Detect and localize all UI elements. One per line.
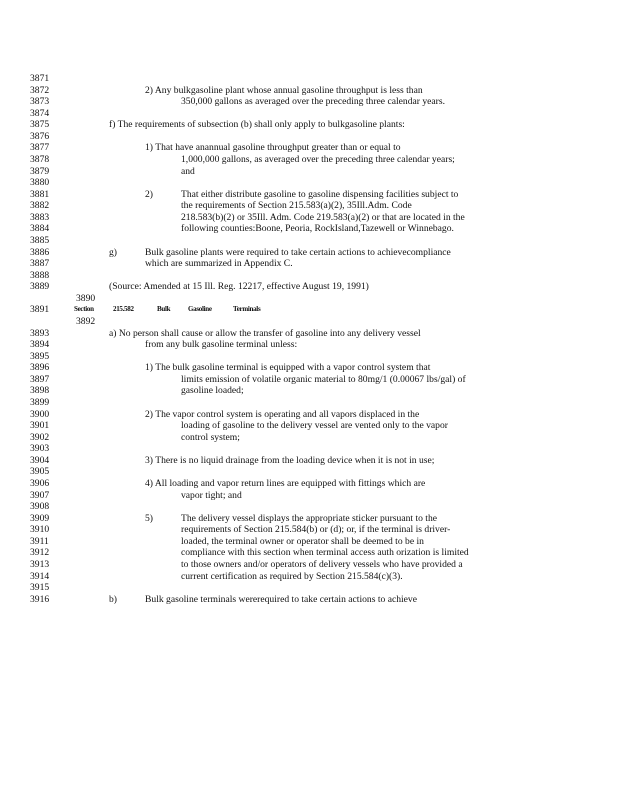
section-heading-w3: Terminals [233, 305, 261, 314]
line-number: 3872 [30, 84, 50, 96]
line-number: 3873 [30, 96, 50, 108]
line-number: 3879 [30, 165, 50, 177]
line-number: 3896 [30, 362, 50, 374]
line-number: 3884 [30, 223, 50, 235]
line-number: 3893 [30, 327, 50, 339]
line-number: 3898 [30, 385, 50, 397]
line-number: 3900 [30, 408, 50, 420]
text-line [30, 559, 590, 571]
line-number: 3905 [30, 466, 50, 478]
text-line [30, 223, 590, 235]
line-number: 3897 [30, 373, 50, 385]
line-number: 3876 [30, 130, 50, 142]
line-number: 3891 [30, 304, 50, 316]
line-number: 3910 [30, 524, 50, 536]
line-number: 3874 [30, 107, 50, 119]
line-text: 350,000 gallons as averaged over the preceding three calendar years. [181, 96, 445, 108]
text-line [30, 85, 590, 97]
text-line [30, 328, 590, 340]
text-line [30, 478, 590, 490]
text-line [30, 594, 590, 606]
line-text: 1) The bulk gasoline terminal is equipped with a vapor control system that [145, 362, 431, 374]
text-line [30, 189, 590, 201]
text-line [30, 96, 590, 108]
text-line [30, 420, 590, 432]
line-number: 3911 [30, 535, 49, 547]
text-line [30, 432, 590, 444]
line-text: loading of gasoline to the delivery vessel are vented only to the vapor [181, 420, 448, 432]
line-text: to those owners and/or operators of delivery vessels who have provided a [181, 558, 463, 570]
line-number: 3906 [30, 477, 50, 489]
text-line [30, 536, 590, 548]
line-text: Bulk gasoline terminals wererequired to take certain actions to achieve [145, 593, 417, 605]
text-line [30, 339, 590, 351]
line-text: b) [109, 593, 117, 605]
text-line [30, 316, 590, 328]
line-number: 3909 [30, 512, 50, 524]
line-text: f) The requirements of subsection (b) shall only apply to bulkgasoline plants: [109, 119, 405, 131]
line-text: 1) That have anannual gasoline throughput greater than or equal to [145, 142, 401, 154]
text-line [30, 443, 590, 455]
text-line [30, 258, 590, 270]
text-line [30, 293, 590, 305]
line-number: 3904 [30, 454, 50, 466]
text-line [30, 466, 590, 478]
text-line [30, 397, 590, 409]
line-text: gasoline loaded; [181, 385, 244, 397]
line-text: 3) There is no liquid drainage from the loading device when it is not in use; [145, 454, 435, 466]
line-text: 218.583(b)(2) or 35Ill. Adm. Code 219.583(a)(2) or that are located in the [181, 211, 465, 223]
text-line [30, 409, 590, 421]
text-line [30, 374, 590, 386]
line-text: a) No person shall cause or allow the transfer of gasoline into any delivery vessel [109, 327, 421, 339]
line-text: control system; [181, 431, 240, 443]
text-line [30, 455, 590, 467]
line-number: 3912 [30, 547, 50, 559]
line-text: the requirements of Section 215.583(a)(2), 35Ill.Adm. Code [181, 200, 412, 212]
line-text: 2) The vapor control system is operating and all vapors displaced in the [145, 408, 420, 420]
line-text: 5) [145, 512, 153, 524]
line-text: 2) Any bulkgasoline plant whose annual gasoline throughput is less than [145, 84, 423, 96]
text-line [30, 119, 590, 131]
line-text: and [181, 165, 195, 177]
line-text: (Source: Amended at 15 Ill. Reg. 12217, effective August 19, 1991) [109, 281, 369, 293]
line-number: 3915 [30, 582, 50, 594]
text-line [30, 490, 590, 502]
line-text: current certification as required by Section 215.584(c)(3). [181, 570, 403, 582]
text-line [30, 582, 590, 594]
line-text: The delivery vessel displays the appropriate sticker pursuant to the [181, 512, 438, 524]
text-line [30, 247, 590, 259]
line-text: 4) All loading and vapor return lines are equipped with fittings which are [145, 477, 426, 489]
line-number: 3903 [30, 443, 50, 455]
line-text: which are summarized in Appendix C. [145, 258, 293, 270]
line-number: 3892 [76, 315, 96, 327]
text-line [30, 571, 590, 583]
line-number: 3871 [30, 73, 50, 84]
section-heading-w1: Bulk [157, 305, 171, 314]
section-heading [30, 304, 590, 316]
text-line [30, 524, 590, 536]
text-line [30, 212, 590, 224]
text-line [30, 547, 590, 559]
line-number: 3901 [30, 420, 50, 432]
line-text: That either distribute gasoline to gasoline dispensing facilities subject to [181, 188, 459, 200]
text-line [30, 142, 590, 154]
line-text: requirements of Section 215.584(b) or (d); or, if the terminal is driver- [181, 524, 451, 536]
line-number: 3882 [30, 200, 50, 212]
text-line [30, 501, 590, 513]
line-number: 3875 [30, 119, 50, 131]
line-number: 3914 [30, 570, 50, 582]
line-text: limits emission of volatile organic material to 80mg/1 (0.00067 lbs/gal) of [181, 373, 466, 385]
line-number: 3883 [30, 211, 50, 223]
section-heading-num: 215.582 [113, 305, 134, 314]
line-number: 3899 [30, 396, 50, 408]
text-line [30, 108, 590, 120]
line-number: 3881 [30, 188, 50, 200]
line-text: compliance with this section when terminal access auth orization is limited [181, 547, 469, 559]
text-line [30, 362, 590, 374]
line-number: 3878 [30, 153, 50, 165]
text-line [30, 270, 590, 282]
section-heading-w2: Gasoline [188, 305, 212, 314]
line-number: 3908 [30, 501, 50, 513]
line-number: 3913 [30, 558, 50, 570]
text-line [30, 385, 590, 397]
line-text: from any bulk gasoline terminal unless: [145, 339, 298, 351]
text-line [30, 200, 590, 212]
line-number: 3887 [30, 258, 50, 270]
line-number: 3888 [30, 269, 50, 281]
line-number: 3880 [30, 177, 50, 189]
line-text: Bulk gasoline plants were required to take certain actions to achievecompliance [145, 246, 451, 258]
line-text: loaded, the terminal owner or operator shall be deemed to be in [181, 535, 424, 547]
text-line [30, 131, 590, 143]
line-text: vapor tight; and [181, 489, 242, 501]
line-number: 3916 [30, 593, 50, 605]
text-line [30, 177, 590, 189]
text-line [30, 281, 590, 293]
line-number: 3886 [30, 246, 50, 258]
line-number: 3895 [30, 350, 50, 362]
line-number: 3907 [30, 489, 50, 501]
line-number: 3885 [30, 234, 50, 246]
line-text: g) [109, 246, 117, 258]
line-text: 2) [145, 188, 153, 200]
text-line [30, 351, 590, 363]
text-line [30, 73, 590, 85]
text-line [30, 513, 590, 525]
line-number: 3902 [30, 431, 50, 443]
text-line [30, 235, 590, 247]
line-text: following counties:Boone, Peoria, RockIsland,Tazewell or Winnebago. [181, 223, 454, 235]
line-number: 3889 [30, 281, 50, 293]
section-heading-sec: Section [74, 305, 94, 314]
text-line [30, 166, 590, 178]
text-line [30, 154, 590, 166]
line-text: 1,000,000 gallons, as averaged over the preceding three calendar years; [181, 153, 455, 165]
line-number: 3890 [76, 292, 96, 304]
line-number: 3877 [30, 142, 50, 154]
line-number: 3894 [30, 339, 50, 351]
